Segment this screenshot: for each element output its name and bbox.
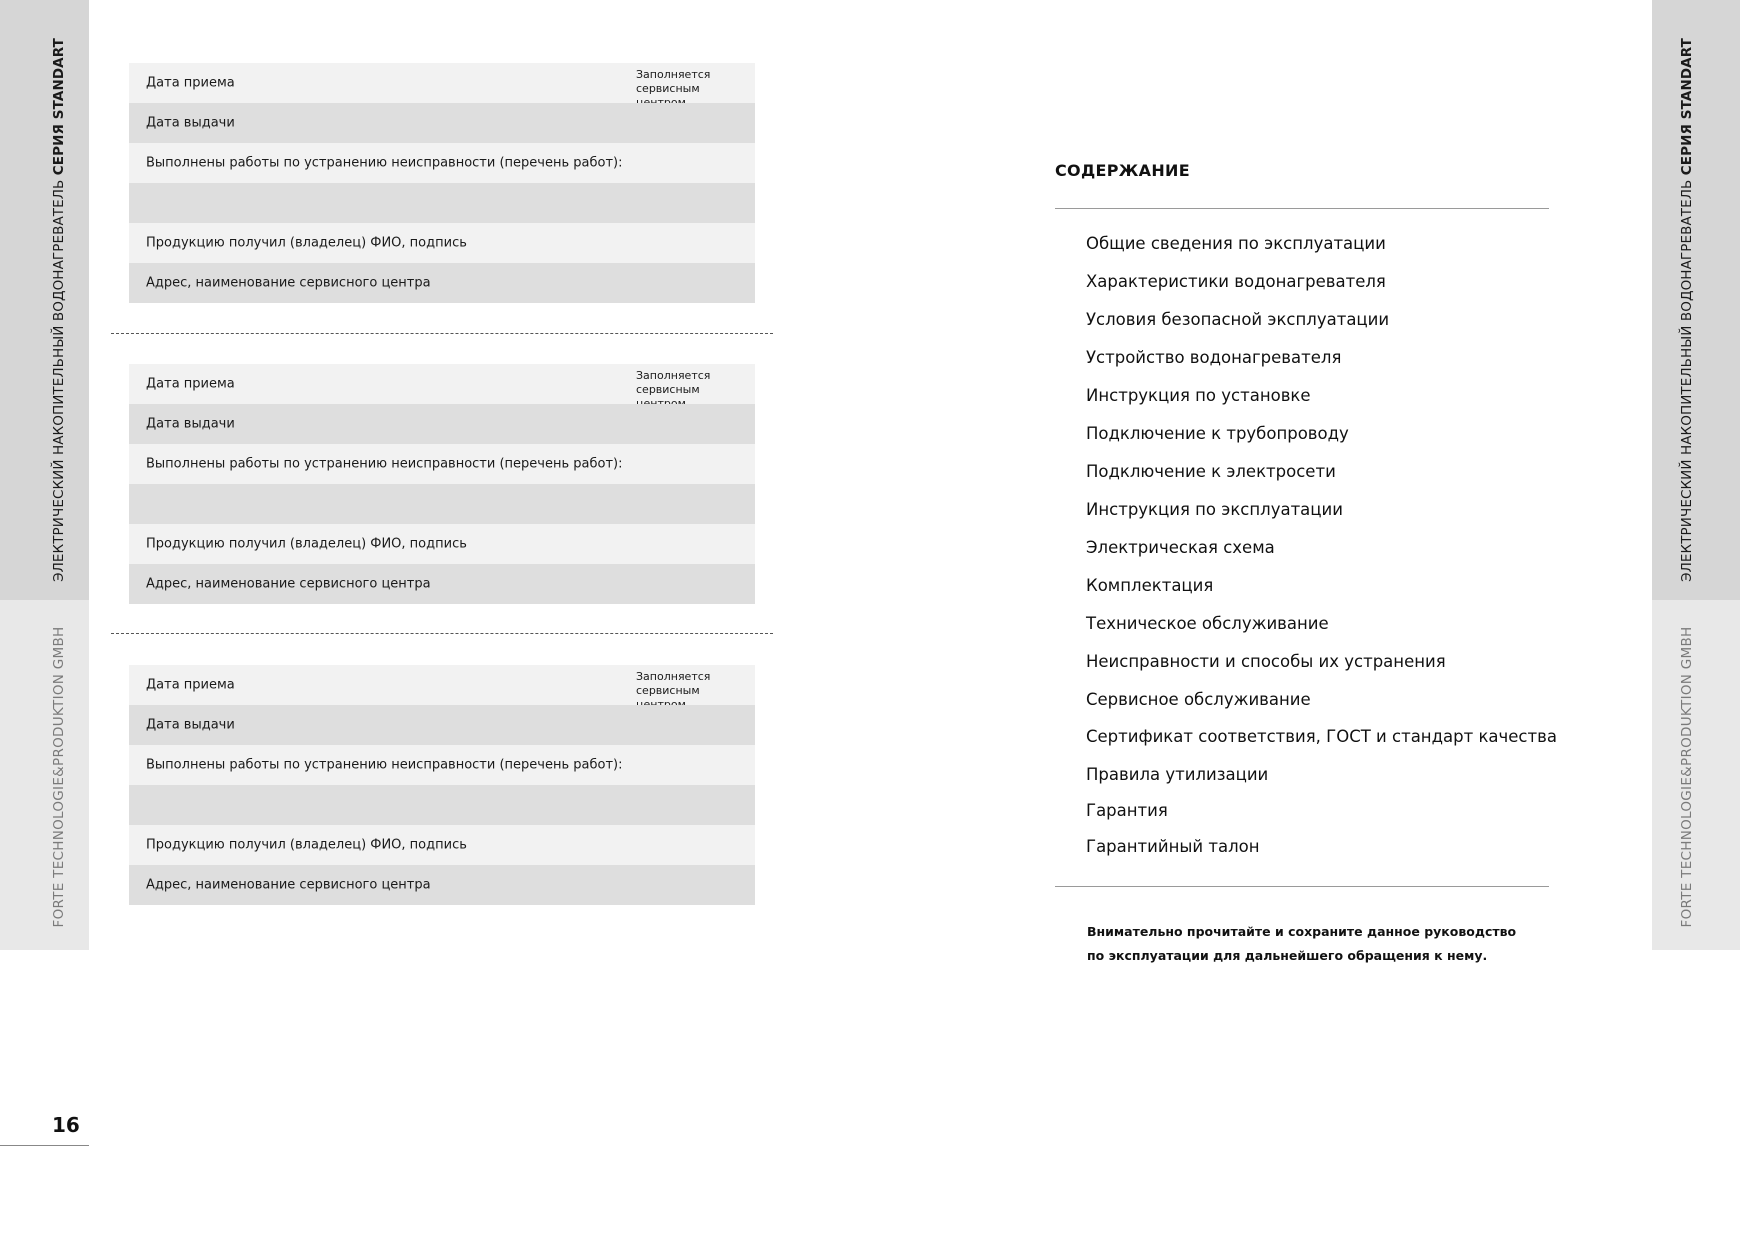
toc-bottom-rule xyxy=(1055,886,1549,887)
toc-item[interactable]: Неисправности и способы их устранения xyxy=(1086,652,1446,671)
toc-item[interactable]: Гарантийный талон xyxy=(1086,837,1260,856)
series-name: СЕРИЯ STANDART xyxy=(51,38,67,176)
cut-line-1 xyxy=(111,333,773,334)
toc-item[interactable]: Комплектация xyxy=(1086,576,1214,595)
toc-item[interactable]: Электрическая схема xyxy=(1086,538,1275,557)
series-prefix: ЭЛЕКТРИЧЕСКИЙ НАКОПИТЕЛЬНЫЙ ВОДОНАГРЕВАТЕЛЬ xyxy=(51,175,67,582)
toc-item[interactable]: Условия безопасной эксплуатации xyxy=(1086,310,1390,329)
note-line-1: Заполняется xyxy=(636,670,711,683)
label-owner: Продукцию получил (владелец) ФИО, подпись xyxy=(146,837,467,853)
toc-title: СОДЕРЖАНИЕ xyxy=(1055,161,1190,180)
note-line-1: Заполняется xyxy=(636,369,711,382)
toc-item[interactable]: Инструкция по эксплуатации xyxy=(1086,500,1343,519)
row-date-issued xyxy=(129,705,755,745)
toc-top-rule xyxy=(1055,208,1549,209)
page-number: 16 xyxy=(52,1113,80,1137)
row-works-blank xyxy=(129,785,755,825)
warranty-ticket-1 xyxy=(129,63,755,303)
right-company-name: FORTE TECHNOLOGIE&PRODUKTION GMBH xyxy=(1679,626,1695,928)
row-address xyxy=(129,263,755,303)
label-date-received: Дата приема xyxy=(146,677,235,693)
label-date-issued: Дата выдачи xyxy=(146,717,235,733)
row-works-blank xyxy=(129,484,755,524)
toc-item[interactable]: Подключение к электросети xyxy=(1086,462,1336,481)
right-series-title xyxy=(1679,38,1695,582)
read-manual-notice xyxy=(1087,920,1516,968)
row-address xyxy=(129,865,755,905)
row-address xyxy=(129,564,755,604)
row-owner xyxy=(129,524,755,564)
left-sidebar-company-band xyxy=(0,600,89,950)
label-works: Выполнены работы по устранению неисправности (перечень работ): xyxy=(146,456,623,472)
note-line-2: сервисным xyxy=(636,82,700,95)
toc-item[interactable]: Сертификат соответствия, ГОСТ и стандарт качества xyxy=(1086,727,1557,746)
label-date-issued: Дата выдачи xyxy=(146,416,235,432)
row-owner xyxy=(129,825,755,865)
label-address: Адрес, наименование сервисного центра xyxy=(146,275,431,291)
left-series-title xyxy=(51,38,67,582)
label-owner: Продукцию получил (владелец) ФИО, подпись xyxy=(146,536,467,552)
page-number-rule xyxy=(0,1145,89,1146)
warranty-ticket-3 xyxy=(129,665,755,905)
toc-item[interactable]: Общие сведения по эксплуатации xyxy=(1086,234,1386,253)
label-works: Выполнены работы по устранению неисправности (перечень работ): xyxy=(146,757,623,773)
notice-line-1: Внимательно прочитайте и сохраните данное руководство xyxy=(1087,924,1517,939)
toc-item[interactable]: Правила утилизации xyxy=(1086,765,1269,784)
note-line-2: сервисным xyxy=(636,383,700,396)
toc-item[interactable]: Гарантия xyxy=(1086,801,1168,820)
row-date-issued xyxy=(129,103,755,143)
series-prefix: ЭЛЕКТРИЧЕСКИЙ НАКОПИТЕЛЬНЫЙ ВОДОНАГРЕВАТЕЛЬ xyxy=(1679,175,1695,582)
toc-item[interactable]: Характеристики водонагревателя xyxy=(1086,272,1386,291)
left-sidebar-series-band xyxy=(0,0,89,600)
label-works: Выполнены работы по устранению неисправности (перечень работ): xyxy=(146,155,623,171)
toc-item[interactable]: Сервисное обслуживание xyxy=(1086,690,1311,709)
row-owner xyxy=(129,223,755,263)
toc-item[interactable]: Устройство водонагревателя xyxy=(1086,348,1342,367)
note-line-2: сервисным xyxy=(636,684,700,697)
row-works xyxy=(129,745,755,785)
left-company-name: FORTE TECHNOLOGIE&PRODUKTION GMBH xyxy=(51,626,67,928)
row-works xyxy=(129,444,755,484)
right-sidebar-series-band xyxy=(1652,0,1740,600)
right-sidebar-company-band xyxy=(1652,600,1740,950)
label-date-received: Дата приема xyxy=(146,376,235,392)
row-works xyxy=(129,143,755,183)
row-date-received xyxy=(129,364,755,404)
toc-item[interactable]: Техническое обслуживание xyxy=(1086,614,1329,633)
row-date-received xyxy=(129,665,755,705)
label-date-received: Дата приема xyxy=(146,75,235,91)
row-works-blank xyxy=(129,183,755,223)
label-address: Адрес, наименование сервисного центра xyxy=(146,576,431,592)
label-owner: Продукцию получил (владелец) ФИО, подпись xyxy=(146,235,467,251)
warranty-ticket-2 xyxy=(129,364,755,604)
cut-line-2 xyxy=(111,633,773,634)
row-date-received xyxy=(129,63,755,103)
label-address: Адрес, наименование сервисного центра xyxy=(146,877,431,893)
toc-item[interactable]: Инструкция по установке xyxy=(1086,386,1311,405)
row-date-issued xyxy=(129,404,755,444)
series-name: СЕРИЯ STANDART xyxy=(1679,38,1695,176)
note-line-1: Заполняется xyxy=(636,68,711,81)
toc-item[interactable]: Подключение к трубопроводу xyxy=(1086,424,1349,443)
label-date-issued: Дата выдачи xyxy=(146,115,235,131)
notice-line-2: по эксплуатации для дальнейшего обращения к нему. xyxy=(1087,948,1488,963)
